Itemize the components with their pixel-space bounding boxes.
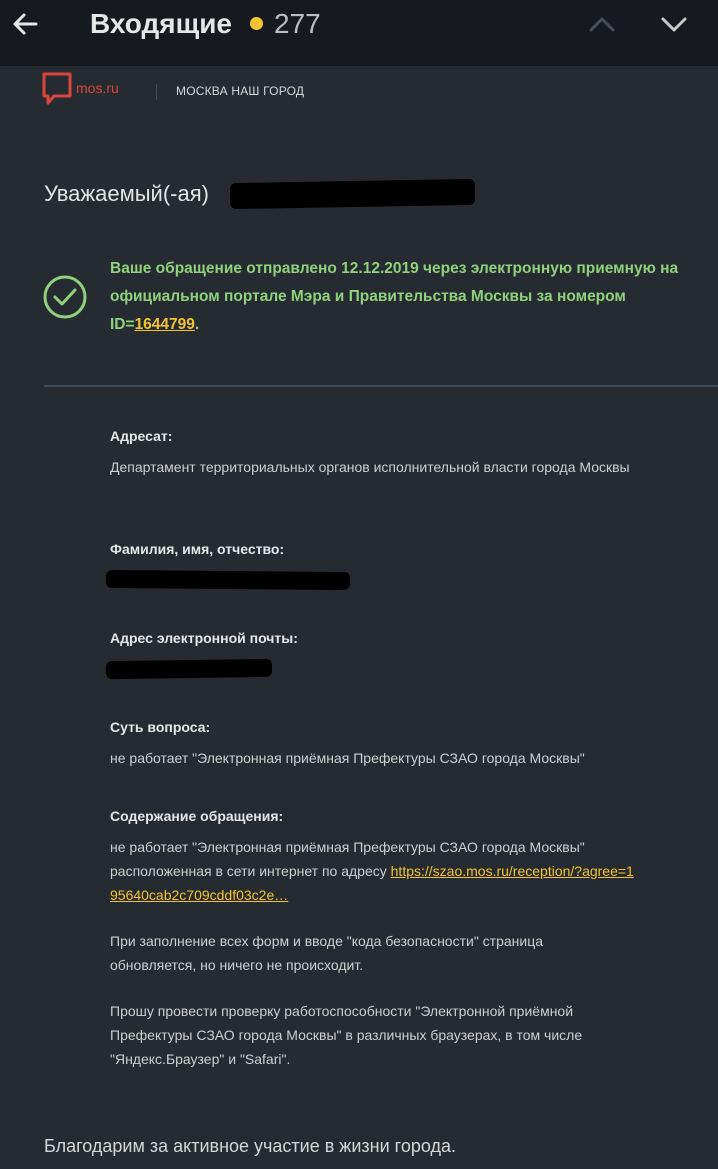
success-text: Ваше обращение отправлено 12.12.2019 через электронную приемную на официальном портале Мэра и Правительства Москвы за номером ID=	[110, 260, 679, 333]
folder-title: Входящие	[90, 8, 232, 39]
addressee-label: Адресат:	[110, 428, 173, 444]
content-paragraph-2: При заполнение всех форм и вводе "кода безопасности" страница обновляется, но ничего не происходит.	[110, 933, 544, 973]
success-text-end: .	[194, 316, 200, 333]
request-id-link[interactable]: 1644799	[134, 316, 195, 333]
section-divider	[44, 385, 718, 387]
email-address-label: Адрес электронной почты:	[110, 630, 298, 646]
full-name-label: Фамилия, имя, отчество:	[110, 541, 285, 557]
redacted-email-address	[106, 659, 272, 679]
back-button[interactable]	[8, 6, 44, 42]
greeting: Уважаемый(-ая)	[44, 181, 209, 206]
mos-ru-logo-icon[interactable]	[42, 72, 72, 106]
content-paragraph-1-text: не работает "Электронная приёмная Префектуры СЗАО города Москвы" расположенная в сети интернет по адресу	[110, 839, 585, 879]
brand-name[interactable]: mos.ru	[76, 80, 119, 96]
reception-link[interactable]: https://szao.mos.ru/reception/?agree=195640cab2c709cddf03c2e…	[110, 863, 634, 903]
next-message-button[interactable]	[658, 10, 690, 38]
subject-value: не работает "Электронная приёмная Префектуры СЗАО города Москвы"	[110, 750, 585, 766]
redacted-full-name	[106, 570, 350, 590]
content-paragraph-3: Прошу провести проверку работоспособности "Электронной приёмной Префектуры СЗАО города Москвы" в различных браузерах, в том числе "Яндекс.Браузер" и "Safari".	[110, 1003, 583, 1067]
content-paragraph-1	[110, 835, 640, 907]
brand-slogan: МОСКВА НАШ ГОРОД	[176, 84, 305, 98]
top-app-bar	[0, 0, 718, 66]
content-label: Содержание обращения:	[110, 808, 284, 824]
thanks-message: Благодарим за активное участие в жизни города.	[44, 1136, 456, 1156]
brand-separator	[156, 84, 157, 100]
unread-count: 277	[274, 8, 321, 39]
chevron-down-icon	[658, 10, 690, 38]
addressee-value: Департамент территориальных органов исполнительной власти города Москвы	[110, 459, 630, 475]
previous-message-button[interactable]	[586, 10, 618, 38]
arrow-left-icon	[8, 6, 44, 42]
chevron-up-icon	[586, 10, 618, 38]
success-message	[110, 255, 710, 339]
unread-dot-icon	[250, 17, 263, 30]
check-circle-icon	[42, 274, 88, 320]
subject-label: Суть вопроса:	[110, 719, 211, 735]
redacted-recipient-name	[230, 179, 475, 209]
